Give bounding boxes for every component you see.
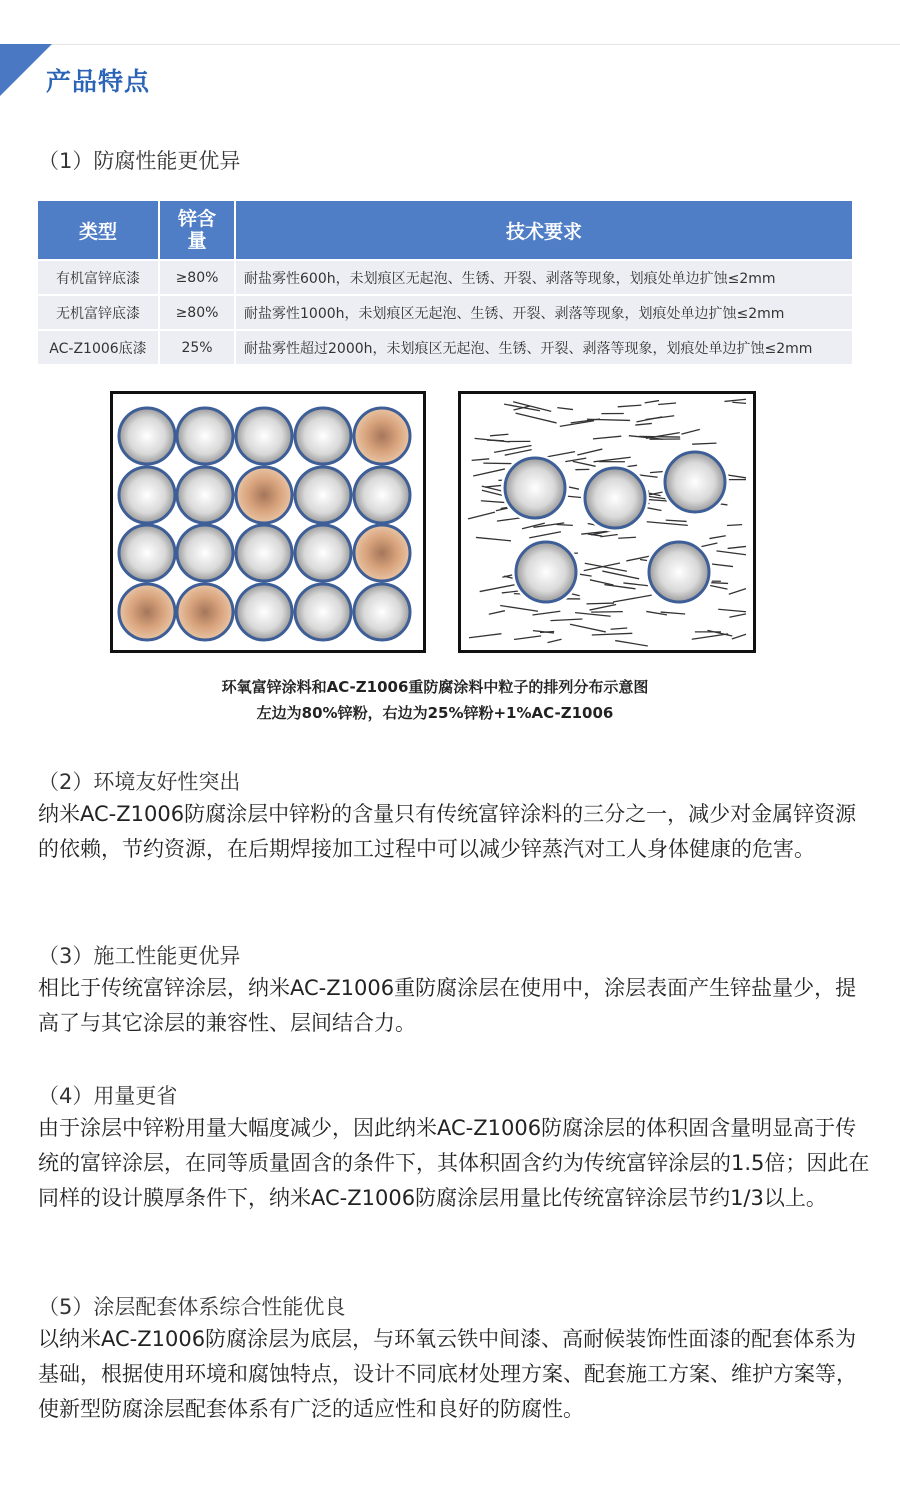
zinc-particle (354, 408, 410, 464)
filler-particle (236, 408, 292, 464)
page-title: 产品特点 (46, 67, 151, 96)
cell-requirement: 耐盐雾性超过2000h，未划痕区无起泡、生锈、开裂、剥落等现象，划痕处单边扩蚀≤2mm (236, 329, 852, 364)
zinc-particle (585, 468, 645, 528)
header-zinc-label: 锌含量 (177, 208, 216, 252)
flake-line (639, 436, 680, 437)
filler-particle (119, 408, 175, 464)
section5-heading: （5）涂层配套体系综合性能优良 (38, 1295, 346, 1319)
zinc-particle (516, 542, 576, 602)
filler-particle (177, 467, 233, 523)
header-zinc (160, 201, 236, 259)
table-row (38, 294, 852, 329)
section4-heading: （4）用量更省 (38, 1084, 178, 1108)
table-row (38, 259, 852, 294)
filler-particle (177, 525, 233, 581)
cell-requirement: 耐盐雾性1000h，未划痕区无起泡、生锈、开裂、剥落等现象，划痕处单边扩蚀≤2mm (236, 294, 852, 329)
zinc-25-flake-diagram (458, 391, 756, 653)
filler-particle (354, 584, 410, 640)
zinc-particle (119, 584, 175, 640)
filler-particle (354, 467, 410, 523)
table-row (38, 329, 852, 364)
zinc-particle (649, 542, 709, 602)
cell-zinc: ≥80% (160, 294, 236, 329)
filler-particle (295, 467, 351, 523)
flake-line (586, 603, 614, 604)
cell-zinc: 25% (160, 329, 236, 364)
zinc-particle (505, 458, 565, 518)
section1-heading: （1）防腐性能更优异 (38, 149, 241, 173)
section2-heading: （2）环境友好性突出 (38, 770, 241, 794)
zinc-particle (236, 467, 292, 523)
section3-heading: （3）施工性能更优异 (38, 944, 241, 968)
figure-caption-line1: 环氧富锌涂料和AC-Z1006重防腐涂料中粒子的排列分布示意图 (221, 678, 649, 696)
flake-line (727, 525, 742, 526)
zinc-80-particle-diagram (110, 391, 426, 653)
header-requirements: 技术要求 (236, 201, 852, 259)
filler-particle (119, 525, 175, 581)
flake-line (487, 440, 504, 441)
spec-table (38, 201, 852, 364)
section5-body: 以纳米AC-Z1006防腐涂层为底层，与环氧云铁中间漆、高耐候装饰性面漆的配套体系为基础，根据使用环境和腐蚀特点，设计不同底材处理方案、配套施工方案、维护方案等，使新型防腐涂层配套体系有广泛的适应性和良好的防腐性。 (38, 1327, 857, 1421)
zinc-particle (665, 452, 725, 512)
filler-particle (295, 408, 351, 464)
cell-type: 有机富锌底漆 (38, 259, 160, 294)
zinc-particle (177, 584, 233, 640)
section2-body: 纳米AC-Z1006防腐涂层中锌粉的含量只有传统富锌涂料的三分之一，减少对金属锌资源的依赖，节约资源，在后期焊接加工过程中可以减少锌蒸汽对工人身体健康的危害。 (38, 802, 857, 861)
cell-requirement: 耐盐雾性600h，未划痕区无起泡、生锈、开裂、剥落等现象，划痕处单边扩蚀≤2mm (236, 259, 852, 294)
section4-body: 由于涂层中锌粉用量大幅度减少，因此纳米AC-Z1006防腐涂层的体积固含量明显高于传统的富锌涂层，在同等质量固含的条件下，其体积固含约为传统富锌涂层的1.5倍；因此在同样的设计膜厚条件下，纳米AC-Z1006防腐涂层用量比传统富锌涂层节约1/3以上。 (38, 1116, 870, 1210)
cell-zinc: ≥80% (160, 259, 236, 294)
section3-body: 相比于传统富锌涂层，纳米AC-Z1006重防腐涂层在使用中，涂层表面产生锌盐量少，提高了与其它涂层的兼容性、层间结合力。 (38, 976, 857, 1035)
corner-accent (0, 44, 52, 96)
cell-type: AC-Z1006底漆 (38, 329, 160, 364)
filler-particle (295, 584, 351, 640)
top-divider (0, 44, 900, 45)
filler-particle (295, 525, 351, 581)
cell-type: 无机富锌底漆 (38, 294, 160, 329)
filler-particle (177, 408, 233, 464)
header-type: 类型 (38, 201, 160, 259)
figure-caption-line2: 左边为80%锌粉，右边为25%锌粉+1%AC-Z1006 (256, 704, 614, 722)
zinc-particle (354, 525, 410, 581)
filler-particle (119, 467, 175, 523)
flake-line (557, 525, 573, 526)
table-header-row (38, 201, 852, 259)
filler-particle (236, 525, 292, 581)
filler-particle (236, 584, 292, 640)
